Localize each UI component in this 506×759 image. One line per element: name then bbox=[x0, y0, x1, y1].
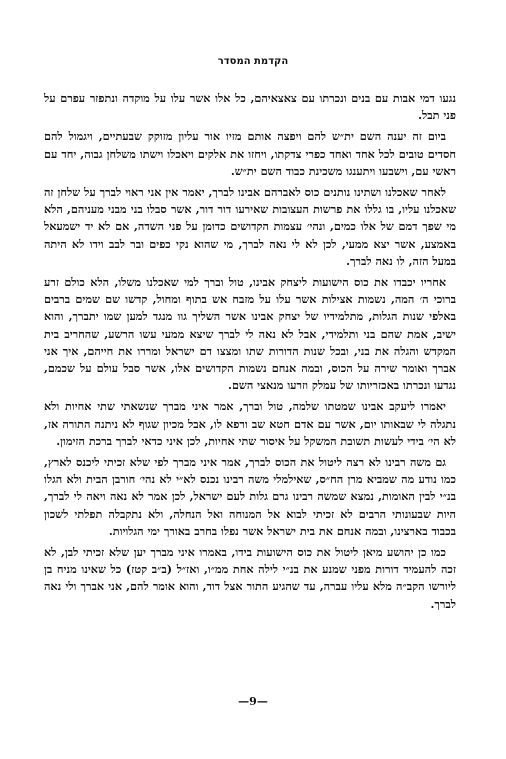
paragraph: אחריו יכבדו את כוס הישועות ליצחק אבינו, טול וברך למי שאכלנו משלו, הלא כולם זרע ברוכי ה׳ המה, נשמות אצילות אשר עלו על מזבח אש בתוף ומחול, קדשו שם שמים ברבים באלפי שנות הגלות, מתלמידיו של יצחק אבינו אשר השליך גוו מנגד למען שמו יתברך, והוא ישיב, אמת שהם בני ותלמידי, אבל לא נאה לי לברך שיצא ממעי עשו הרשע, שהחריב בית המקדש והגלה את בני, ובכל שנות הדורות שתו ומצצו דם ישראל ומררו את חייהם, איך אני אברך ואומר שירה על הכוס, ובמה אנחם נשמות הקדושים אלו, אשר סבל עולם על שכמם, נגדעו ונכרתו באכזריותו של עמלק וזרעו מנאצי השם. bbox=[44, 275, 456, 393]
body-text bbox=[44, 90, 456, 617]
paragraph: גם משה רבינו לא רצה ליטול את הכוס לברך, אמר איני מברך לפי שלא זכיתי ליכנס לארץ, כמו נודע מה שמביא מרן הח״ס, שאילמלי משה רבינו נכנס לא״י לא נהי׳ חורבן הבית ולא הגלו בנ״י לבין האומות, נמצא שמשה רבינו גרם גלות לעם ישראל, לכן אמר לא נאה ויאה לי לברך, היות שבעונותי הרבים לא זכיתי לבוא אל המנוחה ואל הנחלה, ולא נתקבלה תפלתי לשכון בכבוד בארצינו, ובמה אנחם את בית ישראל אשר נפלו בחרב באורך ימי הגלויות. bbox=[44, 455, 456, 538]
paragraph: לאחר שאכלנו ושתינו נותנים כוס לאברהם אבינו לברך, יאמר אין אני ראוי לברך על שלחן זה שאכלנו עליו, בו גללו את פרשות העצובות שאירעו דור דור, אשר סבלו בני מבני מעניהם, הלא מי שפך דמם של אלו כמים, ונהי׳ עצמות הקדושים כדומן על פני השדה, אם לא יד ישמעאל באמצע, אשר יצא ממעי, לכן לא לי נאה לברך, מי שהוא נקי כפים ובר לבב וידו לא היתה במעל הזה, לו נאה לברך. bbox=[44, 185, 456, 268]
paragraph: ביום זה יענה השם ית״ש להם ויפצה אותם מזיו אור עליון מזוקק שבעתיים, ויגמול להם חסדים טובים לכל אחד ואחד כפרי צדקתו, ויחזו את אלקים ויאכלו וישתו משלחן גבוה, יחד עם ראשי עם, וישבעו ויתענגו משכינת כבוד השם ית״ש. bbox=[44, 129, 456, 178]
paragraph: נגעו דמי אבות עם בנים ונכרתו עם צאצאיהם, כל אלו אשר עלו על מוקדה ונתפזר עפרם על פני תבל. bbox=[44, 91, 456, 123]
running-header: הקדמת המסדר bbox=[217, 56, 289, 67]
page-number: —9— bbox=[238, 695, 268, 708]
paragraph: כמו כן יהושע מיאן ליטול את כוס הישועות בידו, באמרו איני מברך יען שלא זכיתי לבן, לא זכה להעמיד דורות מפני שמנע את בנ״י לילה אחת ממ״ו, ואז״ל (ב״ב קטז) כל שאינו מניח בן ליורשו הקב״ה מלא עליו עברה, עד שהגיע התור אצל דוד, והוא אומר להם, אני אברך ולי נאה לברך. bbox=[44, 545, 456, 611]
paragraph: יאמרו ליעקב אבינו שמטתו שלמה, טול וברך, אמר איני מברך שנשאתי שתי אחיות ולא נתגלה לי שבאותו יום, אשר עם אדם חטא שב ורפא לו, אבל מכיון שגוף לא ניתנה התורה אז, לא הי׳ בידי לעשות תשובת המשקל על איסור שתי אחיות, לכן איני כדאי לברך ברכת הזימון. bbox=[44, 399, 456, 448]
